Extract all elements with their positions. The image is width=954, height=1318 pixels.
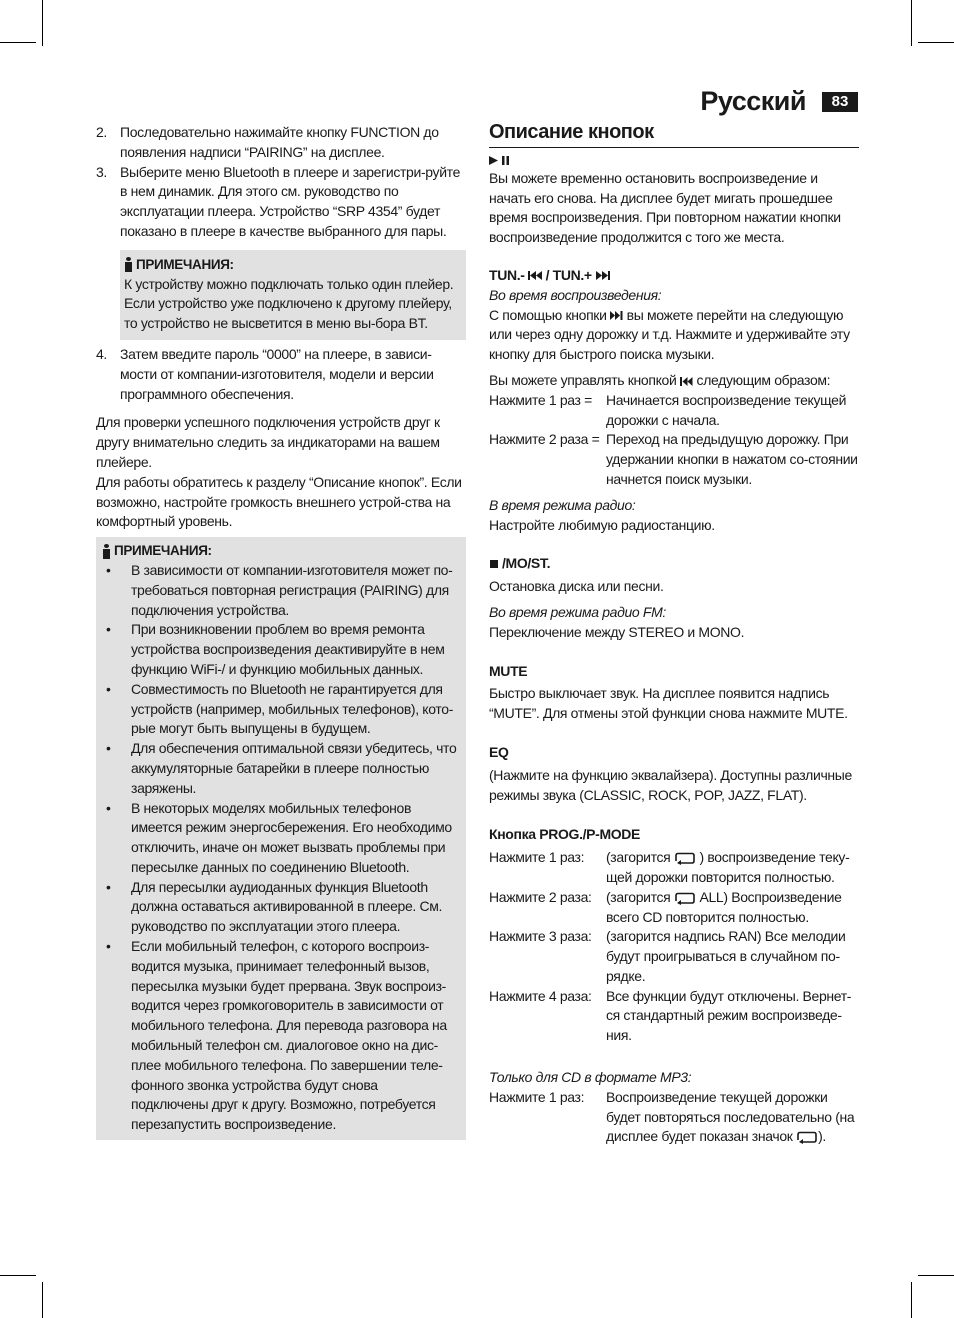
skip-forward-icon — [610, 310, 623, 321]
press-row: Нажмите 4 раза: Все функции будут отключены. Вернет-ся стандартный режим воспроизведе-ния. — [489, 987, 852, 1044]
bullet-icon: • — [106, 561, 111, 578]
note-box — [96, 537, 466, 1140]
repeat-icon — [674, 852, 696, 865]
skip-forward-icon — [595, 270, 610, 281]
crop-mark — [0, 42, 36, 43]
list-item: • Для пересылки аудиоданных функция Bluetooth должна оставаться активированной в плеере. См. руководство по эксплуатации этого плеера. — [102, 878, 458, 937]
paragraph: Настройте любимую радиостанцию. — [489, 516, 715, 533]
mode-label: Только для CD в формате MP3: — [489, 1069, 692, 1086]
paragraph: Для проверки успешного подключения устройств друг к другу внимательно следить за индикаторами на вашем плейере. — [96, 414, 440, 470]
bullet-icon: • — [106, 878, 111, 895]
list-item: • Если мобильный телефон, с которого воспроиз-водится музыка, принимает телефонный вызов, пересылка музыки будет прервана. Звук воспроиз-водится через громкоговоритель в зависимости от мобильного телефона. Для перевода разговора на мобильный телефон см. диалоговое окно на дис-плее мобильного телефона. По завершении теле-фонного звонка устройства будут снова подключены друг к другу. Возможно, потребуется перезапустить воспроизведение. — [102, 937, 458, 1135]
list-item: • Совместимость по Bluetooth не гарантируется для устройств (например, мобильных телефонов), кото-рые могут быть выпущены в будущем. — [102, 680, 458, 739]
crop-mark — [42, 0, 43, 46]
paragraph: Быстро выключает звук. На дисплее появится надпись “MUTE”. Для отмены этой функции снова нажмите MUTE. — [489, 685, 848, 722]
paragraph: Переключение между STEREO и MONO. — [489, 623, 745, 640]
info-icon — [102, 544, 110, 559]
note-title: ПРИМЕЧАНИЯ: — [102, 541, 458, 561]
paragraph: Вы можете управлять кнопкой следующим образом: — [489, 371, 831, 388]
press-row: Нажмите 2 раза = Переход на предыдущую дорожку. При удержании кнопки в нажатом со-стоянии начнется поиск музыки. — [489, 431, 858, 487]
left-column — [96, 123, 466, 1140]
press-row: Нажмите 1 раз: (загорится ) воспроизведение теку-щей дорожки повторится полностью. — [489, 849, 850, 885]
prog-heading: Кнопка PROG./P-MODE — [489, 826, 641, 843]
press-row: Нажмите 1 раз: Воспроизведение текущей дорожки будет повторяться последовательно (на дисплее будет показан значок ). — [489, 1088, 855, 1145]
bullet-icon: • — [106, 938, 111, 955]
play-pause-icon — [489, 155, 511, 166]
list-item: • Для обеспечения оптимальной связи убедитесь, что аккумуляторные батарейки в плеере полностью заряжены. — [102, 739, 458, 798]
note-title: ПРИМЕЧАНИЯ: — [124, 255, 460, 275]
paragraph: Для работы обратитесь к разделу “Описание кнопок”. Если возможно, настройте громкость внешнего устрой-ства на комфортный уровень. — [96, 473, 462, 530]
stop-heading: /MO/ST. — [489, 554, 859, 574]
bullet-icon: • — [106, 621, 111, 638]
crop-mark — [918, 1275, 954, 1276]
mode-label: Во время режима радио FM: — [489, 603, 666, 620]
page-number: 83 — [822, 92, 858, 112]
info-icon — [124, 257, 132, 272]
eq-heading: EQ — [489, 743, 509, 760]
mode-label: Во время воспроизведения: — [489, 286, 662, 303]
bullet-icon: • — [106, 680, 111, 697]
mute-heading: MUTE — [489, 662, 528, 679]
crop-mark — [42, 1282, 43, 1318]
paragraph: (Нажмите на функцию эквалайзера). Доступны различные режимы звука (CLASSIC, ROCK, POP, JAZZ, FLAT). — [489, 766, 852, 803]
repeat-icon — [674, 892, 696, 905]
list-item: 2. Последовательно нажимайте кнопку FUNCTION до появления надписи “PAIRING” на дисплее. — [96, 124, 439, 160]
note-text: К устройству можно подключать только один плейер. Если устройство уже подключено к другому плейеру, то устройство не высветится в меню вы-бора BT. — [124, 275, 454, 332]
crop-mark — [911, 1282, 912, 1318]
bullet-icon: • — [106, 740, 111, 757]
skip-back-icon — [680, 376, 693, 387]
paragraph: С помощью кнопки вы можете перейти на следующую или через одну дорожку и т.д. Нажмите и удерживайте эту кнопку для быстрого поиска музыки. — [489, 306, 850, 363]
crop-mark — [911, 0, 912, 46]
skip-back-icon — [528, 270, 543, 281]
section-heading: Описание кнопок — [489, 123, 859, 148]
tun-heading: TUN.- / TUN.+ — [489, 266, 859, 286]
press-row: Нажмите 2 раза: (загорится ALL) Воспроизведение всего CD повторится полностью. — [489, 888, 842, 925]
press-row: Нажмите 3 раза: (загорится надпись RAN) Все мелодии будут проигрываться в случайном по-рядке. — [489, 928, 846, 984]
repeat-icon — [796, 1131, 818, 1144]
mode-label: В время режима радио: — [489, 496, 636, 513]
play-pause-heading — [489, 155, 859, 166]
list-item: 3. Выберите меню Bluetooth в плеере и зарегистри-руйте в нем динамик. Для этого см. руководство по эксплуатации плеера. Устройство “SRP 4354” будет показано в плеере в качестве выбранного для пары. — [96, 163, 461, 239]
list-item: • В некоторых моделях мобильных телефонов имеется режим энергосбережения. Его необходимо отключить, иначе он может вызвать проблемы при пересылке данных по соединению Bluetooth. — [102, 799, 458, 878]
language-title: Русский — [700, 86, 806, 116]
list-item: 4. Затем введите пароль “0000” на плеере, в зависи-мости от компании-изготовителя, модели и версии программного обеспечения. — [96, 345, 434, 402]
press-row: Нажмите 1 раз = Начинается воспроизведение текущей дорожки с начала. — [489, 391, 847, 428]
stop-icon — [489, 559, 499, 569]
note-box — [120, 250, 466, 340]
list-item: • В зависимости от компании-изготовителя может по-требоваться повторная регистрация (PAIRING) для подключения устройства. — [102, 561, 458, 620]
right-column — [489, 123, 859, 1147]
crop-mark — [0, 1275, 36, 1276]
crop-mark — [918, 42, 954, 43]
bullet-icon: • — [106, 799, 111, 816]
paragraph: Вы можете временно остановить воспроизведение и начать его снова. На дисплее будет мигать прошедшее время воспроизведения. При повторном нажатии кнопки воспроизведение продолжится с того же места. — [489, 169, 841, 246]
paragraph: Остановка диска или песни. — [489, 578, 664, 595]
list-item: • При возникновении проблем во время ремонта устройства воспроизведения деактивируйте в нем функцию WiFi-/ и функцию мобильных данных. — [102, 620, 458, 679]
